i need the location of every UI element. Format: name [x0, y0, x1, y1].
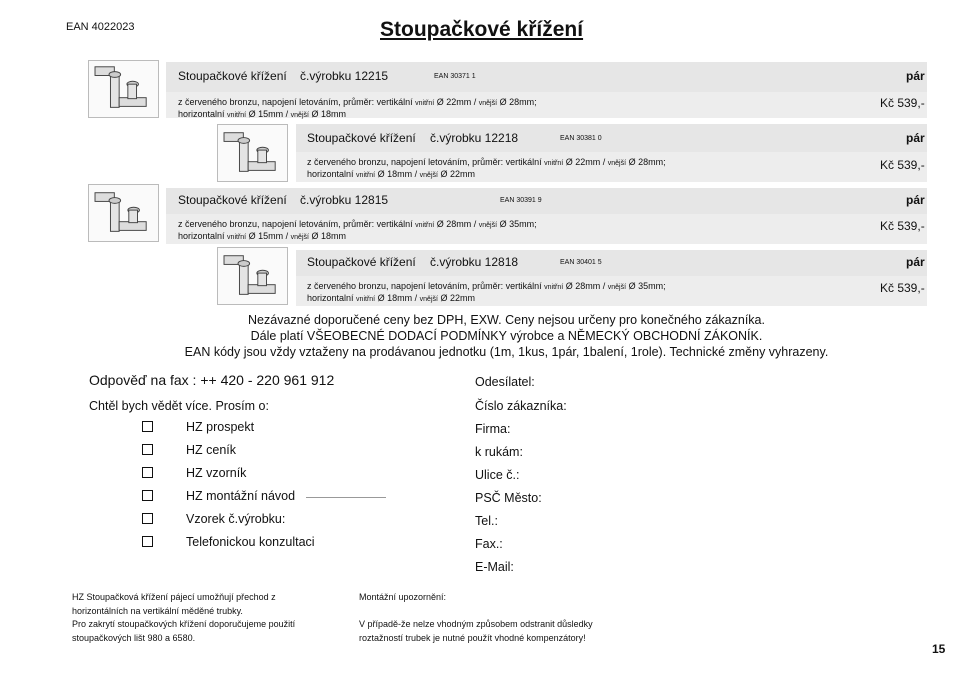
field-tel[interactable]: Tel.: [475, 514, 498, 528]
product-3-unit: pár [906, 193, 925, 207]
product-2-description: z červeného bronzu, napojení letováním, průměr: vertikální vnitřní Ø 22mm / vnější Ø 28mm; horizontalní vnitřní Ø 18mm / vnější Ø 22mm [307, 157, 666, 179]
product-2-unit: pár [906, 131, 925, 145]
request-intro: Chtěl bych vědět více. Prosím o: [89, 399, 269, 413]
product-1-price: Kč 539,- [880, 96, 925, 110]
note-terms: Dále platí VŠEOBECNÉ DODACÍ PODMÍNKY výrobce a NĚMECKÝ OBCHODNÍ ZÁKONÍK. [250, 329, 763, 343]
product-1-number: č.výrobku 12215 [300, 69, 389, 83]
product-2-ean: EAN 30381 0 [560, 135, 602, 142]
product-4-number: č.výrobku 12818 [430, 255, 519, 269]
product-3-name: Stoupačkové křížení [178, 193, 287, 207]
product-1-name: Stoupačkové křížení [178, 69, 287, 83]
product-4-description: z červeného bronzu, napojení letováním, průměr: vertikální vnitřní Ø 28mm / vnější Ø 35mm; horizontalní vnitřní Ø 18mm / vnější Ø 22mm [307, 281, 666, 303]
option-konzultace: Telefonickou konzultaci [186, 535, 315, 549]
checkbox-vzorek[interactable] [142, 513, 153, 524]
footer-info: HZ Stoupačková křížení pájecí umožňují přechod z horizontálních na vertikální měděné trubky. Pro zakrytí stoupačkových křížení doporučujeme použití stoupačkových lišt 980 a 6580. [72, 592, 296, 643]
field-firma[interactable]: Firma: [475, 422, 511, 436]
fax-number: Odpověď na fax : ++ 420 - 220 961 912 [89, 372, 335, 388]
option-prospekt: HZ prospekt [186, 420, 255, 434]
field-email[interactable]: E-Mail: [475, 560, 514, 574]
field-fax[interactable]: Fax.: [475, 537, 503, 551]
fill-line [306, 497, 386, 498]
product-4-ean: EAN 30401 5 [560, 259, 602, 266]
fitting-icon [218, 248, 287, 304]
field-psc-mesto[interactable]: PSČ Město: [475, 491, 542, 505]
product-3-number: č.výrobku 12815 [300, 193, 389, 207]
fitting-icon [89, 61, 158, 117]
field-odesilatel[interactable]: Odesílatel: [475, 375, 535, 389]
page-number: 15 [932, 642, 946, 656]
checkbox-vzornik[interactable] [142, 467, 153, 478]
fitting-icon [89, 185, 158, 241]
product-1-unit: pár [906, 69, 925, 83]
note-ean: EAN kódy jsou vždy vztaženy na prodávanou jednotku (1m, 1kus, 1pár, 1balení, 1role). Technické změny vyhrazeny. [184, 345, 829, 359]
checkbox-prospekt[interactable] [142, 421, 153, 432]
ean-header: EAN 4022023 [66, 21, 135, 33]
option-vzorek: Vzorek č.výrobku: [186, 512, 286, 526]
field-k-rukam[interactable]: k rukám: [475, 445, 523, 459]
product-3-image [88, 184, 159, 242]
product-3-description: z červeného bronzu, napojení letováním, průměr: vertikální vnitřní Ø 28mm / vnější Ø 35mm; horizontalní vnitřní Ø 15mm / vnější Ø 18mm [178, 219, 537, 241]
option-cenik: HZ ceník [186, 443, 237, 457]
option-vzornik: HZ vzorník [186, 466, 247, 480]
checkbox-montazni-navod[interactable] [142, 490, 153, 501]
product-4-image [217, 247, 288, 305]
product-4-name: Stoupačkové křížení [307, 255, 416, 269]
field-cislo-zakaznika[interactable]: Číslo zákazníka: [475, 399, 567, 413]
page-title: Stoupačkové křížení [380, 18, 584, 41]
product-1-image [88, 60, 159, 118]
product-4-unit: pár [906, 255, 925, 269]
product-2-number: č.výrobku 12218 [430, 131, 519, 145]
footer-mounting-note: Montážní upozornění: V případě-že nelze vhodným způsobem odstranit důsledky roztažností trubek je nutné použít vhodné kompenzátory! [359, 592, 593, 643]
product-4-price: Kč 539,- [880, 281, 925, 295]
note-prices: Nezávazné doporučené ceny bez DPH, EXW. Ceny nejsou určeny pro konečného zákazníka. [248, 313, 765, 327]
product-3-price: Kč 539,- [880, 219, 925, 233]
option-montazni-navod: HZ montážní návod [186, 489, 296, 503]
product-2-name: Stoupačkové křížení [307, 131, 416, 145]
product-2-image [217, 124, 288, 182]
product-3-ean: EAN 30391 9 [500, 197, 542, 204]
field-ulice[interactable]: Ulice č.: [475, 468, 520, 482]
checkbox-cenik[interactable] [142, 444, 153, 455]
checkbox-konzultace[interactable] [142, 536, 153, 547]
product-1-ean: EAN 30371 1 [434, 73, 476, 80]
fitting-icon [218, 125, 287, 181]
product-2-price: Kč 539,- [880, 158, 925, 172]
product-1-description: z červeného bronzu, napojení letováním, průměr: vertikální vnitřní Ø 22mm / vnější Ø 28mm; horizontalní vnitřní Ø 15mm / vnější Ø 18mm [178, 97, 537, 119]
